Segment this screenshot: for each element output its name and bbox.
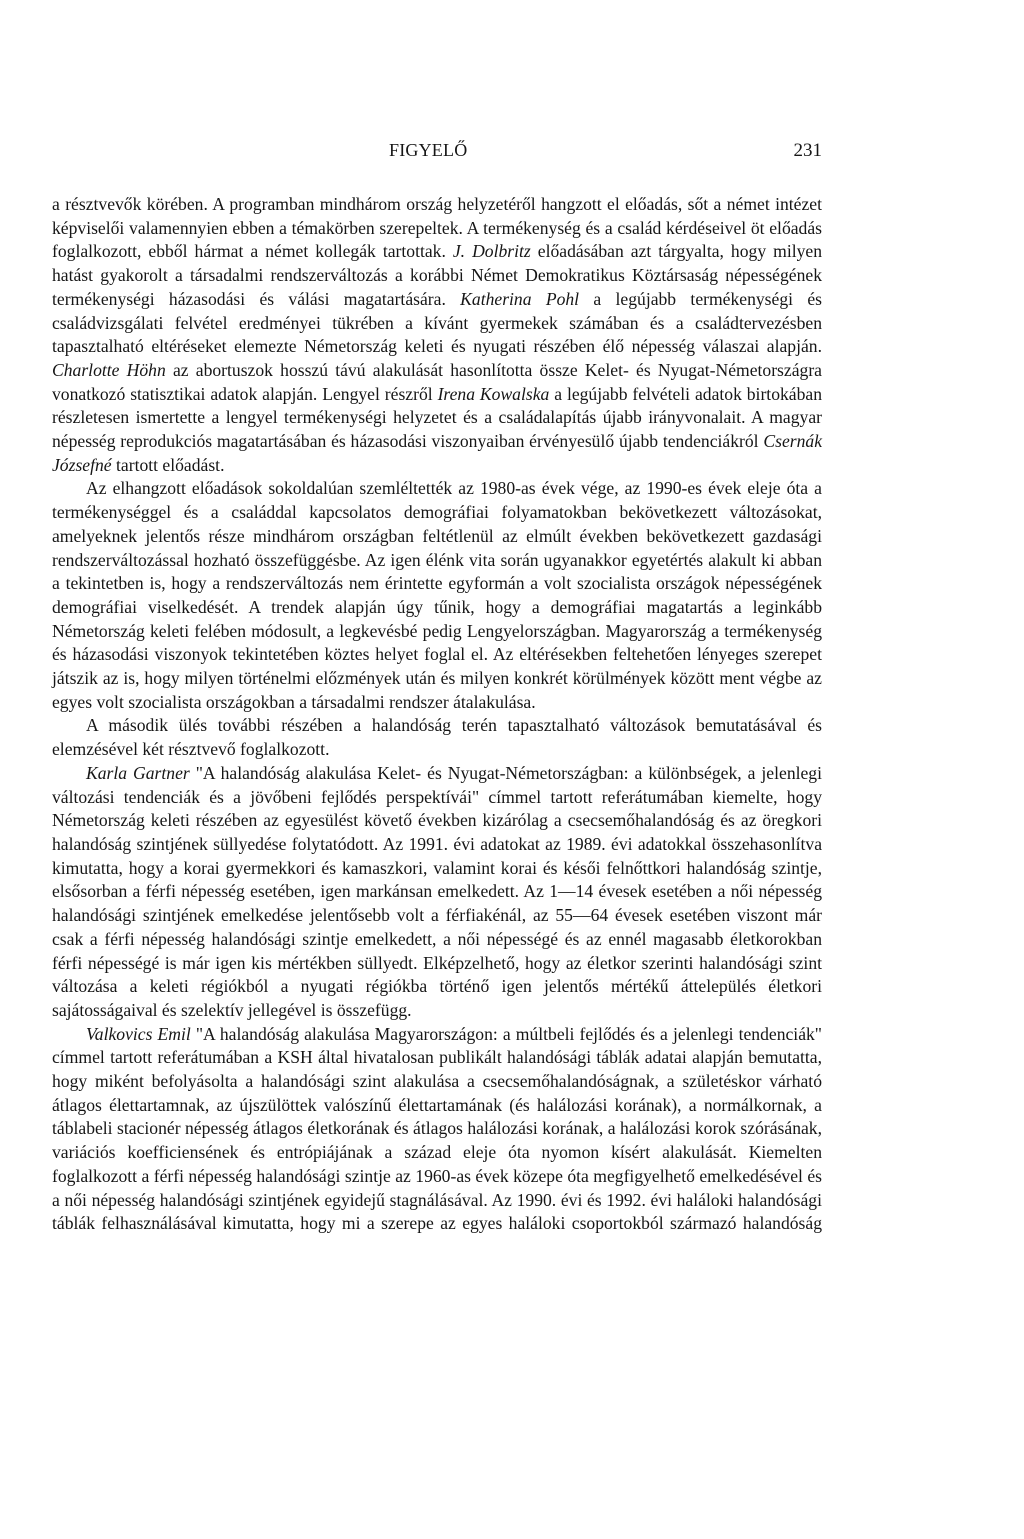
- text-run: tartott előadást.: [111, 454, 225, 475]
- author-name: Valkovics Emil: [86, 1023, 191, 1044]
- body-paragraph: [52, 714, 822, 761]
- text-run: a résztvevők körében. A programban mindhárom ország helyzetéről hangzott el előadás, sőt a német intézet képviselői valamennyien ebben a témakörben szerepeltek. A termékenység és a család kérdéseivel öt előadás foglalkozott, ebből hármat a német kollegák tartottak.: [52, 194, 822, 262]
- author-name: Irena Kowalska: [437, 383, 550, 404]
- author-name: Katherina Pohl: [460, 288, 580, 309]
- body-paragraph: [52, 762, 822, 1023]
- text-run: előadásában azt tárgyalta, hogy milyen hatást gyakorolt a társadalmi rendszerváltozás a korábbi Német Demokratikus Köztársaság népességének termékenységi házasodási és válási magatartására.: [52, 241, 822, 309]
- page-number: 231: [793, 140, 822, 161]
- text-run: Az elhangzott előadások sokoldalúan szemléltették az 1980-as évek vége, az 1990-es évek eleje óta a termékenységgel és a családdal kapcsolatos demográfiai folyamatokban bekövetkezett változásokat, amelyeknek jelentős része mindhárom országban feltétlenül az elmúlt években bekövetkezett gazdasági rendszerváltozással hozható összefüggésbe. Az igen élénk vita során ugyanakkor egyetértés alakult ki abban a tekintetben is, hogy a rendszerváltozás nem érintette egyformán a volt szocialista országok népességének demográfiai viselkedését. A trendek alapján úgy tűnik, hogy a demográfiai magatartás a leginkább Németország keleti felében módosult, a legkevésbé pedig Lengyelországban. Magyarország a termékenység és házasodási viszonyok tekintetében köztes helyet foglal el. Az eltérésekben feltehetően lényeges szerepet játszik az is, hogy milyen történelmi előzmények után és milyen konkrét körülmények között ment végbe az egyes volt szocialista országokban a társadalmi rendszer átalakulása.: [52, 478, 822, 712]
- author-name: Charlotte Höhn: [52, 359, 166, 380]
- author-name: Karla Gartner: [86, 762, 190, 783]
- text-run: "A halandóság alakulása Kelet- és Nyugat-Németországban: a különbségek, a jelenlegi változási tendenciák és a jövőbeni fejlődés perspektívái" címmel tartott referátumában kiemelte, hogy Németország keleti részében az egyesülést követő években kizárólag a csecsemőhalandóság és az öregkori halandóság szintjének süllyedése folytatódott. Az 1991. évi adatokat az 1989. évi adatokkal összehasonlítva kimutatta, hogy a korai gyermekkori és kamaszkori, valamint korai és késői felnőttkori halandóság szintje, elsősorban a férfi népesség esetében, igen markánsan emelkedett. Az 1—14 évesek esetében a női népesség halandósági szintjének emelkedése jelentősebb volt a férfiakénál, az 55—64 évesek esetében viszont már csak a férfi népesség halandósági szintje emelkedett, a női népességé és az ennél magasabb életkorokban férfi népességé is már igen kis mértékben süllyedt. Elképzelhető, hogy az életkor szerinti halandósági szint változása a keleti régiókból a nyugati régiókba történő igen jelentős mértékű áttelepülés életkori sajátosságaival és szelektív jellegével is összefügg.: [52, 762, 822, 1020]
- document-page: [52, 0, 822, 1539]
- text-run: A második ülés további részében a halandóság terén tapasztalható változások bemutatásával és elemzésével két résztvevő foglalkozott.: [52, 715, 822, 760]
- text-run: a legújabb felvételi adatok birtokában részletesen ismertette a lengyel termékenységi helyzetet és a családalapítás újabb irányvonalait. A magyar népesség reprodukciós magatartásában és házasodási viszonyaiban érvényesülő újabb tendenciákról: [52, 383, 822, 452]
- body-paragraph: [52, 1023, 822, 1236]
- article-body: [52, 193, 822, 1236]
- text-run: az abortuszok hosszú távú alakulását hasonlította össze Kelet- és Nyugat-Németországra vonatkozó statisztikai adatok alapján. Lengyel részről: [52, 359, 822, 404]
- text-run: a legújabb termékenységi és családvizsgálati felvétel eredményei tükrében a kívánt gyermekek számában és a családtervezésben tapasztalható eltéréseket elemezte Németország keleti és nyugati részében élő népesség válaszai alapján.: [52, 288, 822, 357]
- author-name: Csernák Józsefné: [52, 431, 822, 475]
- body-paragraph: [52, 193, 822, 477]
- page-header: [52, 140, 822, 164]
- running-title: FIGYELŐ: [389, 140, 468, 160]
- body-paragraph: [52, 477, 822, 714]
- text-run: "A halandóság alakulása Magyarországon: a múltbeli fejlődés és a jelenlegi tendenciák" címmel tartott referátumában a KSH által hivatalosan publikált halandósági táblák adatai alapján bemutatta, hogy miként befolyásolta a halandósági szint alakulása a csecsemőhalandóságnak, a születéskor várható átlagos élettartamnak, az újszülöttek valószínű élettartamának (és halálozási korának), a normálkornak, a táblabeli stacionér népesség átlagos életkorának és átlagos halálozási korának, a halálozási korok szórásának, variációs koefficiensének és entrópiájának a század eleje óta nyomon kísért alakulását. Kiemelten foglalkozott a férfi népesség halandósági szintje az 1960-as évek közepe óta megfigyelhető emelkedésével és a női népesség halandósági szintjének egyidejű stagnálásával. Az 1990. évi és 1992. évi haláloki halandósági táblák felhasználásával kimutatta, hogy mi a szerepe az egyes haláloki csoportokból származó halandóság: [52, 1023, 822, 1234]
- author-name: J. Dolbritz: [452, 241, 531, 262]
